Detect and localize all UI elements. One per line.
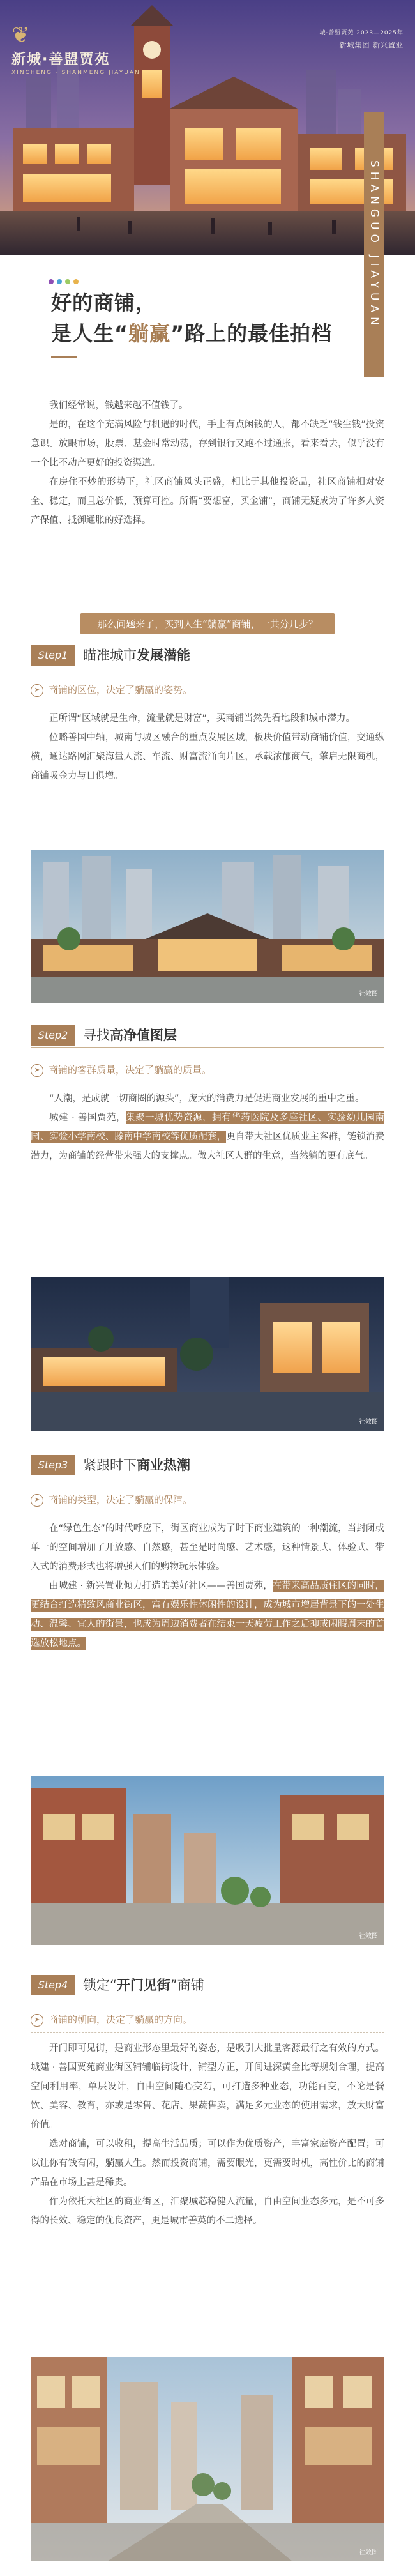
step-2-photo bbox=[31, 1277, 384, 1431]
step-2-text bbox=[31, 1089, 384, 1166]
step-4-label-bold: 开门见街 bbox=[116, 1978, 170, 1993]
step-1-label bbox=[83, 645, 190, 666]
title-line-2-pre: 是人生“ bbox=[51, 321, 129, 346]
arrow-right-icon: ➤ bbox=[31, 1064, 43, 1077]
step-3-para: 在“绿色生态”的时代呼应下，街区商业成为了时下商业建筑的一种潮流，当封闭或单一的空间增加了开放感、自然感，甚至是时尚感、艺术感，这种情景式、体验式、带入式的消费形式也将增强人们的购物玩乐体验。 bbox=[31, 1523, 384, 1572]
step-2-subtitle-text: 商铺的客群质量，决定了躺赢的质量。 bbox=[49, 1064, 212, 1076]
title-line-2-post: ”路上的最佳拍档 bbox=[170, 321, 333, 346]
step-1-text bbox=[31, 709, 384, 786]
step-1-tag: Step1 bbox=[31, 645, 75, 666]
intro-para: 我们经常说，钱越来越不值钱了。 bbox=[49, 400, 188, 411]
step-1-photo bbox=[31, 850, 384, 1003]
step-4-divider bbox=[31, 2032, 384, 2033]
step-2-tag: Step2 bbox=[31, 1025, 75, 1046]
intro-para: 是的，在这个充满风险与机遇的时代，手上有点闲钱的人，都不缺乏“钱生钱”投资意识。放眼市场，股票、基金时常动荡，存到银行又跑不过通胀，看来看去，似乎没有一个比不动产更好的投资渠道。 bbox=[31, 420, 384, 468]
step-2-label-pre: 寻找 bbox=[83, 1028, 110, 1043]
step-1-subtitle bbox=[31, 680, 384, 699]
decor-dots bbox=[49, 279, 79, 284]
step-3-para-rich bbox=[31, 1576, 384, 1653]
question-callout bbox=[31, 613, 384, 634]
arrow-right-icon: ➤ bbox=[31, 1494, 43, 1507]
step-2-para-rich bbox=[31, 1108, 384, 1166]
step-1-photo-caption: 社效图 bbox=[359, 991, 378, 998]
step-4-photo-caption: 社效图 bbox=[359, 2549, 378, 2556]
step-1-para: 正所谓“区域就是生命，流量就是财富”，买商铺当然先看地段和城市潜力。 bbox=[49, 713, 356, 724]
question-callout-text: 那么问题来了，买到人生“躺赢”商铺，一共分几步？ bbox=[80, 613, 335, 634]
step-4-para: 选对商铺，可以收租，提高生活品质；可以作为优质资产，丰富家庭资产配置；可以让你有钱有闲，躺赢人生。然而投资商铺，需要眼光，更需要时机，高性价比的商铺产品在市场上甚是稀贵。 bbox=[31, 2139, 384, 2188]
logo-english: XINCHENG · SHANMENG JIAYUAN bbox=[11, 70, 140, 76]
step-1-subtitle-text: 商铺的区位，决定了躺赢的姿势。 bbox=[49, 684, 193, 696]
logo-name: 新城·善盟贾苑 bbox=[11, 52, 110, 68]
step-4-subtitle bbox=[31, 2010, 384, 2029]
step-2-para: “人潮，是成就一切商圈的源头”，庞大的消费力是促进商业发展的重中之重。 bbox=[49, 1094, 365, 1104]
step-2-subtitle bbox=[31, 1060, 384, 1079]
dot-yellow bbox=[73, 279, 79, 284]
step-1-label-bold: 发展潜能 bbox=[137, 648, 190, 663]
step-2-photo-illustration bbox=[31, 1277, 384, 1431]
step-2-para-post: 更自带大社区优质业主客群，链锁消费潜力，为商铺的经营带来强大的支撑点。做大社区人群的生意，当然躺的更有底气。 bbox=[31, 1132, 384, 1161]
step-3-subtitle-text: 商铺的类型，决定了躺赢的保障。 bbox=[49, 1494, 193, 1505]
lotus-logo-icon: ❦ bbox=[11, 22, 30, 48]
dot-blue bbox=[57, 279, 62, 284]
step-3-para-pre: 由城建 · 新兴置业倾力打造的美好社区——善国贾苑， bbox=[49, 1581, 273, 1591]
step-4-photo-illustration bbox=[31, 2357, 384, 2561]
dot-green bbox=[65, 279, 70, 284]
title-highlight: 躺赢 bbox=[128, 321, 171, 346]
step-3-tag: Step3 bbox=[31, 1455, 75, 1475]
step-3-header bbox=[31, 1455, 384, 1477]
hero-note-brand: 新城集团 新兴置业 bbox=[339, 41, 404, 49]
arrow-right-icon: ➤ bbox=[31, 684, 43, 697]
step-4-text bbox=[31, 2039, 384, 2230]
step-3-label-pre: 紧跟时下 bbox=[83, 1458, 137, 1473]
step-2-photo-caption: 社效图 bbox=[359, 1419, 378, 1426]
step-3-label-bold: 商业热潮 bbox=[137, 1458, 190, 1473]
step-2-highlight: 集聚一城优势资源，拥有华药医院及多座社区、实验幼儿园南园、实验小学南校、滕南中学南校等优质配套， bbox=[31, 1113, 384, 1142]
step-3-subtitle bbox=[31, 1490, 384, 1509]
hero-note-period: 城·善盟贾苑 2023—2025年 bbox=[319, 30, 404, 36]
step-1-header bbox=[31, 645, 384, 667]
hero-note bbox=[319, 28, 404, 50]
page-title bbox=[51, 287, 332, 349]
step-3-highlight: 在带来高品质住区的同时，更结合打造精致风商业街区，富有娱乐性休闲性的设计，成为城市增居背景下的一处生动、温馨、宜人的街景，也成为周边消费者在结束一天疲劳工作之后抑或闲暇周末的首选放松地点。 bbox=[31, 1581, 384, 1649]
step-3-photo-caption: 社效图 bbox=[359, 1933, 378, 1940]
step-3-text bbox=[31, 1519, 384, 1653]
step-4-label-pre: 锁定“ bbox=[83, 1978, 117, 1993]
arrow-right-icon: ➤ bbox=[31, 2014, 43, 2027]
brand-logo bbox=[11, 24, 140, 76]
step-4-label bbox=[83, 1975, 204, 1995]
step-4-label-post: ”商铺 bbox=[170, 1978, 204, 1993]
step-4-photo bbox=[31, 2357, 384, 2561]
step-4-subtitle-text: 商铺的朝向，决定了躺赢的方向。 bbox=[49, 2014, 193, 2025]
step-2-label-bold: 高净值图层 bbox=[110, 1028, 177, 1043]
title-line-2 bbox=[51, 318, 332, 349]
side-banner: SHANGUO JIAYUAN bbox=[364, 112, 384, 377]
step-1-photo-illustration bbox=[31, 850, 384, 1003]
step-1-para: 位璐善国中轴，城南与城区融合的重点发展区域，板块价值带动商铺价值，交通纵横，通达路网汇聚海量人流、车流、财富流涌向片区，承载浓郁商气，擎启无限商机，商铺吸金力与日俱增。 bbox=[31, 733, 384, 781]
step-3-label bbox=[83, 1455, 190, 1475]
step-1-label-pre: 瞄准城市 bbox=[83, 648, 137, 663]
hero-banner bbox=[0, 0, 415, 255]
step-3-photo-illustration bbox=[31, 1776, 384, 1945]
step-3-photo bbox=[31, 1776, 384, 1945]
step-2-para-pre: 城建 · 善国贾苑， bbox=[49, 1113, 126, 1123]
title-line-1: 好的商铺， bbox=[51, 291, 157, 315]
step-4-para: 作为依托大社区的商业街区，汇聚城芯稳健人流量，自由空间业态多元，是不可多得的长效、稳定的优良资产，更是城市善英的不二选择。 bbox=[31, 2197, 384, 2226]
step-2-label bbox=[83, 1025, 177, 1046]
intro-para: 在房住不炒的形势下，社区商铺风头正盛，相比于其他投资品，社区商铺相对安全、稳定，而且总价低，预算可控。所谓“要想富，买金铺”，商铺无疑成为了许多人资产保值、抵御通胀的好选择。 bbox=[31, 477, 384, 526]
intro-text bbox=[31, 396, 384, 530]
step-4-header bbox=[31, 1975, 384, 1997]
title-rule bbox=[51, 356, 77, 358]
step-4-tag: Step4 bbox=[31, 1975, 75, 1995]
step-2-header bbox=[31, 1025, 384, 1048]
dot-purple bbox=[49, 279, 54, 284]
step-4-para: 开门即可见街，是商业形态里最好的姿态，是吸引大批量客源最行之有效的方式。城建 · 善国贾苑商业街区铺铺临街设计，铺型方正，开间进深黄金比等规划合理，提高空间利用率，单层设计，自由空间随心变幻，可打造多种业态，功能百变，不论是餐饮、美容、教育，亦或是零售、花店、果蔬售卖，满足多元业态的使用需求，放大财富价值。 bbox=[31, 2043, 384, 2130]
